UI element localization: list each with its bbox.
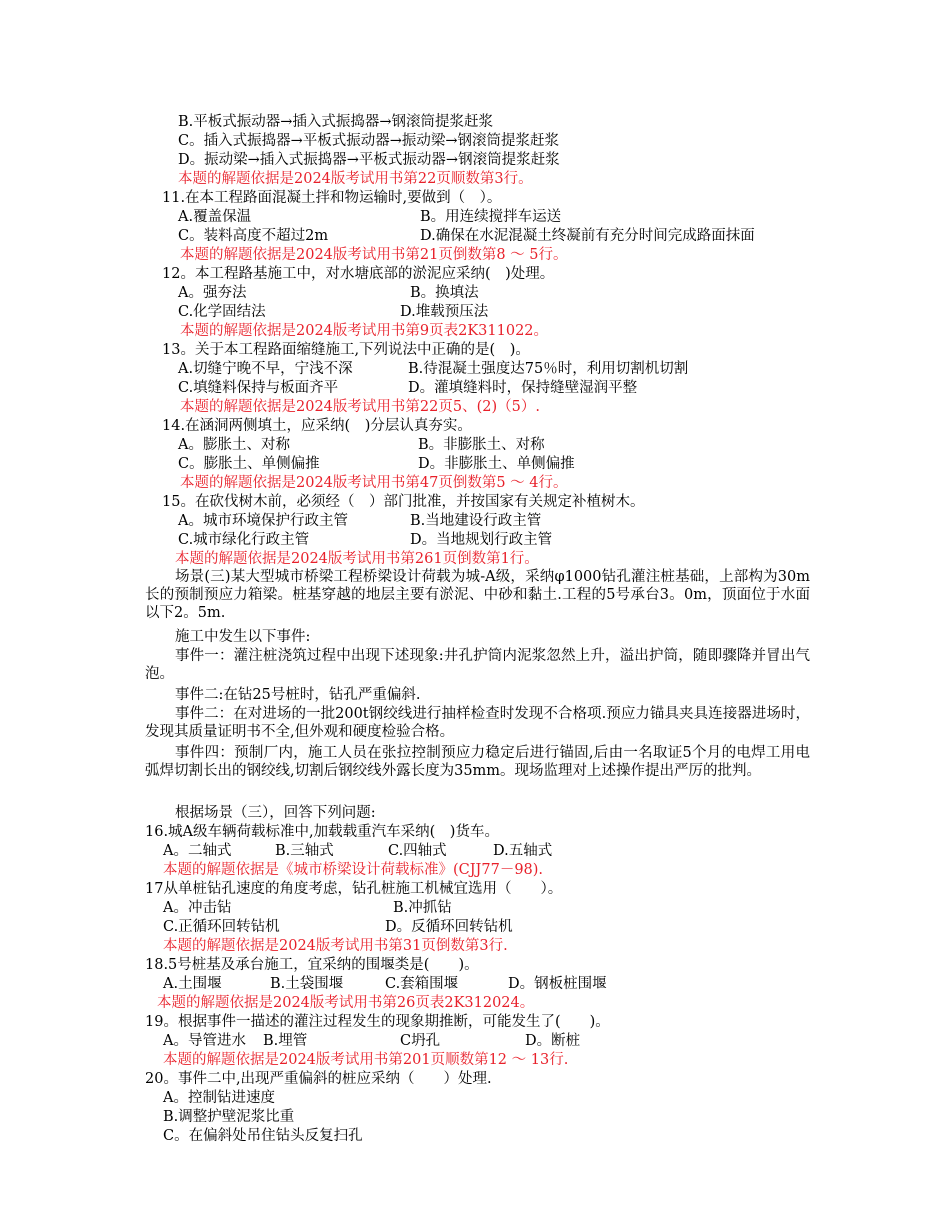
q14-option-b: B。非膨胀土、对称 [418, 437, 545, 453]
q13-option-a: A.切缝宁晚不早，宁浅不深 [178, 361, 353, 377]
q11-option-d: D.确保在水泥混凝土终凝前有充分时间完成路面抹面 [420, 228, 755, 244]
scenario-prompt: 根据场景（三），回答下列问题: [175, 805, 376, 821]
q10-option-d: D。振动梁→插入式振捣器→平板式振动器→钢滚筒提浆赶浆 [178, 152, 560, 168]
scenario-event-2: 事件二:在钻25号桩时，钻孔严重偏斜. [175, 687, 421, 703]
q15-basis: 本题的解题依据是2024版考试用书第261页倒数第1行。 [175, 551, 539, 567]
q11-option-c: C。装料高度不超过2m [178, 228, 329, 244]
q20-stem: 20。事件二中,出现严重偏斜的桩应采纳（ ）处理. [145, 1071, 492, 1087]
q19-option-d: D。断桩 [525, 1033, 581, 1049]
q16-option-a: A。二轴式 [163, 843, 232, 859]
q13-stem: 13。关于本工程路面缩缝施工,下列说法中正确的是( )。 [162, 342, 530, 358]
q17-stem: 17从单桩钻孔速度的角度考虑，钻孔桩施工机械宜选用（ ）。 [145, 881, 563, 897]
q15-stem: 15。在砍伐树木前，必须经（ ）部门批准，并按国家有关规定补植树木。 [162, 494, 645, 510]
q12-option-c: C.化学固结法 [178, 304, 266, 320]
q14-option-c: C。膨胀土、单侧偏推 [178, 456, 320, 472]
q20-option-b: B.调整护壁泥浆比重 [163, 1109, 295, 1125]
q19-stem: 19。根据事件一描述的灌注过程发生的现象期推断，可能发生了( )。 [145, 1014, 610, 1030]
q13-option-c: C.填缝料保持与板面齐平 [178, 380, 339, 396]
scenario-intro: 场景(三)某大型城市桥梁工程桥梁设计荷载为城-A级，采纳φ1000钻孔灌注桩基础，上部构为30m长的预制预应力箱梁。桩基穿越的地层主要有淤泥、中砂和黏土.工程的5号承台3。0m，顶面位于水面以下2。5m. [145, 569, 810, 621]
q15-option-d: D。当地规划行政主管 [410, 532, 553, 548]
q18-option-d: D。钢板桩围堰 [508, 976, 607, 992]
q19-basis: 本题的解题依据是2024版考试用书第201页顺数第12 ～ 13行. [163, 1052, 569, 1068]
q16-stem: 16.城A级车辆荷载标准中,加载载重汽车采纳( )货车。 [145, 824, 499, 840]
q12-stem: 12。本工程路基施工中，对水塘底部的淤泥应采纳( )处理。 [162, 266, 555, 282]
q18-basis: 本题的解题依据是2024版考试用书第26页表2K312024。 [157, 995, 535, 1011]
q15-option-c: C.城市绿化行政主管 [178, 532, 310, 548]
q11-basis: 本题的解题依据是2024版考试用书第21页倒数第8 ～ 5行。 [180, 247, 568, 263]
scenario-event-4: 事件四：预制厂内，施工人员在张拉控制预应力稳定后进行锚固,后由一名取证5个月的电焊工用电弧焊切割长出的钢绞线,切割后钢绞线外露长度为35mm。现场监理对上述操作提出严厉的批判。 [145, 745, 810, 779]
q19-option-c: C坍孔 [400, 1033, 441, 1049]
q10-option-c: C。插入式振捣器→平板式振动器→振动梁→钢滚筒提浆赶浆 [178, 133, 560, 149]
q11-option-a: A.覆盖保温 [178, 209, 252, 225]
q18-option-a: A.土围堰 [163, 976, 222, 992]
q12-option-a: A。强夯法 [178, 285, 247, 301]
q10-basis: 本题的解题依据是2024版考试用书第22页顺数第3行。 [178, 171, 533, 187]
q17-option-a: A。冲击钻 [163, 900, 232, 916]
scenario-event-3: 事件二：在对进场的一批200t钢绞线进行抽样检查时发现不合格项.预应力锚具夹具连接器进场时，发现其质量证明书不全,但外观和硬度检验合格。 [145, 706, 810, 740]
q17-basis: 本题的解题依据是2024版考试用书第31页倒数第3行. [163, 938, 508, 954]
q14-option-a: A。膨胀土、对称 [178, 437, 290, 453]
q11-stem: 11.在本工程路面混凝土拌和物运输时,要做到（ ）。 [162, 190, 502, 206]
q17-option-b: B.冲抓钻 [393, 900, 452, 916]
q18-option-c: C.套箱围堰 [385, 976, 459, 992]
q11-option-b: B。用连续搅拌车运送 [420, 209, 562, 225]
q17-option-c: C.正循环回转钻机 [163, 919, 280, 935]
q14-stem: 14.在涵洞两侧填土，应采纳( )分层认真夯实。 [162, 418, 472, 434]
scenario-events-intro: 施工中发生以下事件: [175, 629, 311, 645]
q14-basis: 本题的解题依据是2024版考试用书第47页倒数第5 ～ 4行。 [180, 475, 568, 491]
q16-option-b: B.三轴式 [275, 843, 334, 859]
scenario-event-1: 事件一：灌注桩浇筑过程中出现下述现象:井孔护筒内泥浆忽然上升，溢出护筒，随即骤降并冒出气泡。 [145, 648, 810, 682]
q13-option-b: B.待混凝土强度达75％时，利用切割机切割 [408, 361, 689, 377]
q13-basis: 本题的解题依据是2024版考试用书第22页5、(2)（5）. [180, 399, 540, 415]
q18-stem: 18.5号桩基及承台施工，宜采纳的围堰类是( )。 [145, 957, 479, 973]
q16-option-d: D.五轴式 [493, 843, 553, 859]
q15-option-b: B.当地建设行政主管 [410, 513, 542, 529]
q19-option-b: B.埋管 [263, 1033, 308, 1049]
q14-option-d: D。非膨胀土、单侧偏推 [418, 456, 575, 472]
q16-option-c: C.四轴式 [388, 843, 447, 859]
q10-option-b: B.平板式振动器→插入式振捣器→钢滚筒提浆赶浆 [178, 114, 494, 130]
q13-option-d: D。灌填缝料时，保持缝壁湿润平整 [408, 380, 638, 396]
q15-option-a: A。城市环境保护行政主管 [178, 513, 348, 529]
q20-option-a: A。控制钻进速度 [163, 1090, 275, 1106]
q12-basis: 本题的解题依据是2024版考试用书第9页表2K311022。 [180, 323, 549, 339]
q18-option-b: B.土袋围堰 [270, 976, 344, 992]
q12-option-b: B。换填法 [410, 285, 479, 301]
q19-option-a: A。导管进水 [163, 1033, 246, 1049]
q17-option-d: D。反循环回转钻机 [385, 919, 513, 935]
q12-option-d: D.堆载预压法 [400, 304, 489, 320]
q20-option-c: C。在偏斜处吊住钻头反复扫孔 [163, 1128, 363, 1144]
q16-basis: 本题的解题依据是《城市桥梁设计荷载标准》(CJJ77－98). [163, 862, 544, 878]
